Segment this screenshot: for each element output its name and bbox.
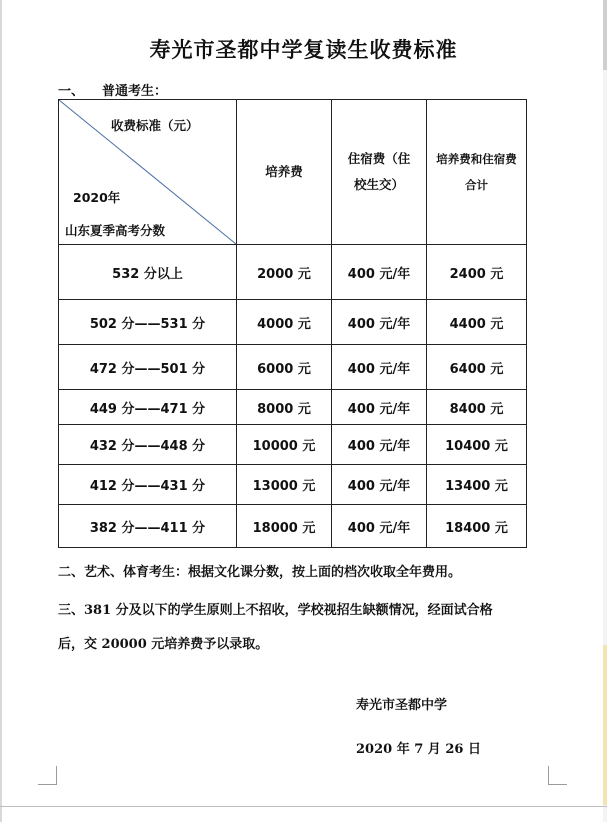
row-training-fee: 13000 元 — [237, 465, 332, 505]
section-3-text-line2: 后，交 20000 元培养费予以录取。 — [58, 637, 269, 652]
row-total-fee: 8400 元 — [427, 390, 527, 425]
section-1-label: 普通考生： — [102, 84, 168, 99]
header-lodging-line2: 校生交） — [353, 177, 404, 192]
corner-year-label: 2020年 — [73, 190, 121, 205]
row-training-fee: 2000 元 — [237, 245, 332, 300]
section-2-text: 二、艺术、体育考生：根据文化课分数，按上面的档次收取全年费用。 — [58, 565, 462, 580]
section-1-number: 一、 — [58, 84, 85, 99]
table-corner-cell — [59, 100, 237, 245]
row-total-fee: 2400 元 — [427, 245, 527, 300]
row-score: 432 分——448 分 — [59, 425, 237, 465]
row-training-fee: 4000 元 — [237, 300, 332, 345]
row-total-fee: 10400 元 — [427, 425, 527, 465]
table-row — [59, 425, 527, 465]
row-score: 412 分——431 分 — [59, 465, 237, 505]
signature-date: 2020 年 7 月 26 日 — [356, 742, 481, 757]
row-lodging-fee: 400 元/年 — [332, 245, 427, 300]
row-total-fee: 6400 元 — [427, 345, 527, 390]
row-lodging-fee: 400 元/年 — [332, 465, 427, 505]
row-lodging-fee: 400 元/年 — [332, 345, 427, 390]
signature-organization: 寿光市圣都中学 — [356, 698, 448, 713]
row-lodging-fee: 400 元/年 — [332, 390, 427, 425]
table-row — [59, 345, 527, 390]
corner-fee-label: 收费标准（元） — [111, 118, 199, 133]
page-bottom-edge — [0, 806, 607, 807]
header-total-line1: 培养费和住宿费 — [436, 152, 517, 166]
table-row — [59, 465, 527, 505]
row-lodging-fee: 400 元/年 — [332, 300, 427, 345]
table-row — [59, 245, 527, 300]
row-lodging-fee: 400 元/年 — [332, 425, 427, 465]
row-training-fee: 18000 元 — [237, 505, 332, 548]
fee-table — [58, 99, 527, 548]
table-header-row — [59, 100, 527, 245]
scroll-strip-bottom — [603, 645, 607, 805]
row-training-fee: 10000 元 — [237, 425, 332, 465]
row-score: 532 分以上 — [59, 245, 237, 300]
header-lodging-fee — [332, 100, 427, 245]
document-title: 寿光市圣都中学复读生收费标准 — [149, 37, 458, 62]
row-total-fee: 4400 元 — [427, 300, 527, 345]
crop-mark-bottom-left — [38, 766, 57, 785]
table-row — [59, 300, 527, 345]
row-lodging-fee: 400 元/年 — [332, 505, 427, 548]
row-total-fee: 18400 元 — [427, 505, 527, 548]
table-row — [59, 505, 527, 548]
section-1-heading — [58, 80, 167, 99]
table-row — [59, 390, 527, 425]
row-training-fee: 6000 元 — [237, 345, 332, 390]
section-3-text-line1: 三、381 分及以下的学生原则上不招收，学校视招生缺额情况，经面试合格 — [58, 603, 493, 618]
corner-score-label: 山东夏季高考分数 — [65, 223, 166, 238]
row-score: 449 分——471 分 — [59, 390, 237, 425]
row-training-fee: 8000 元 — [237, 390, 332, 425]
header-lodging-line1: 住宿费（住 — [347, 151, 411, 166]
row-total-fee: 13400 元 — [427, 465, 527, 505]
header-training-fee: 培养费 — [237, 100, 332, 245]
row-score: 502 分——531 分 — [59, 300, 237, 345]
header-total-fee — [427, 100, 527, 245]
row-score: 472 分——501 分 — [59, 345, 237, 390]
row-score: 382 分——411 分 — [59, 505, 237, 548]
header-total-line2: 合计 — [465, 178, 488, 192]
crop-mark-bottom-right — [548, 766, 567, 785]
page-left-border — [0, 0, 2, 822]
